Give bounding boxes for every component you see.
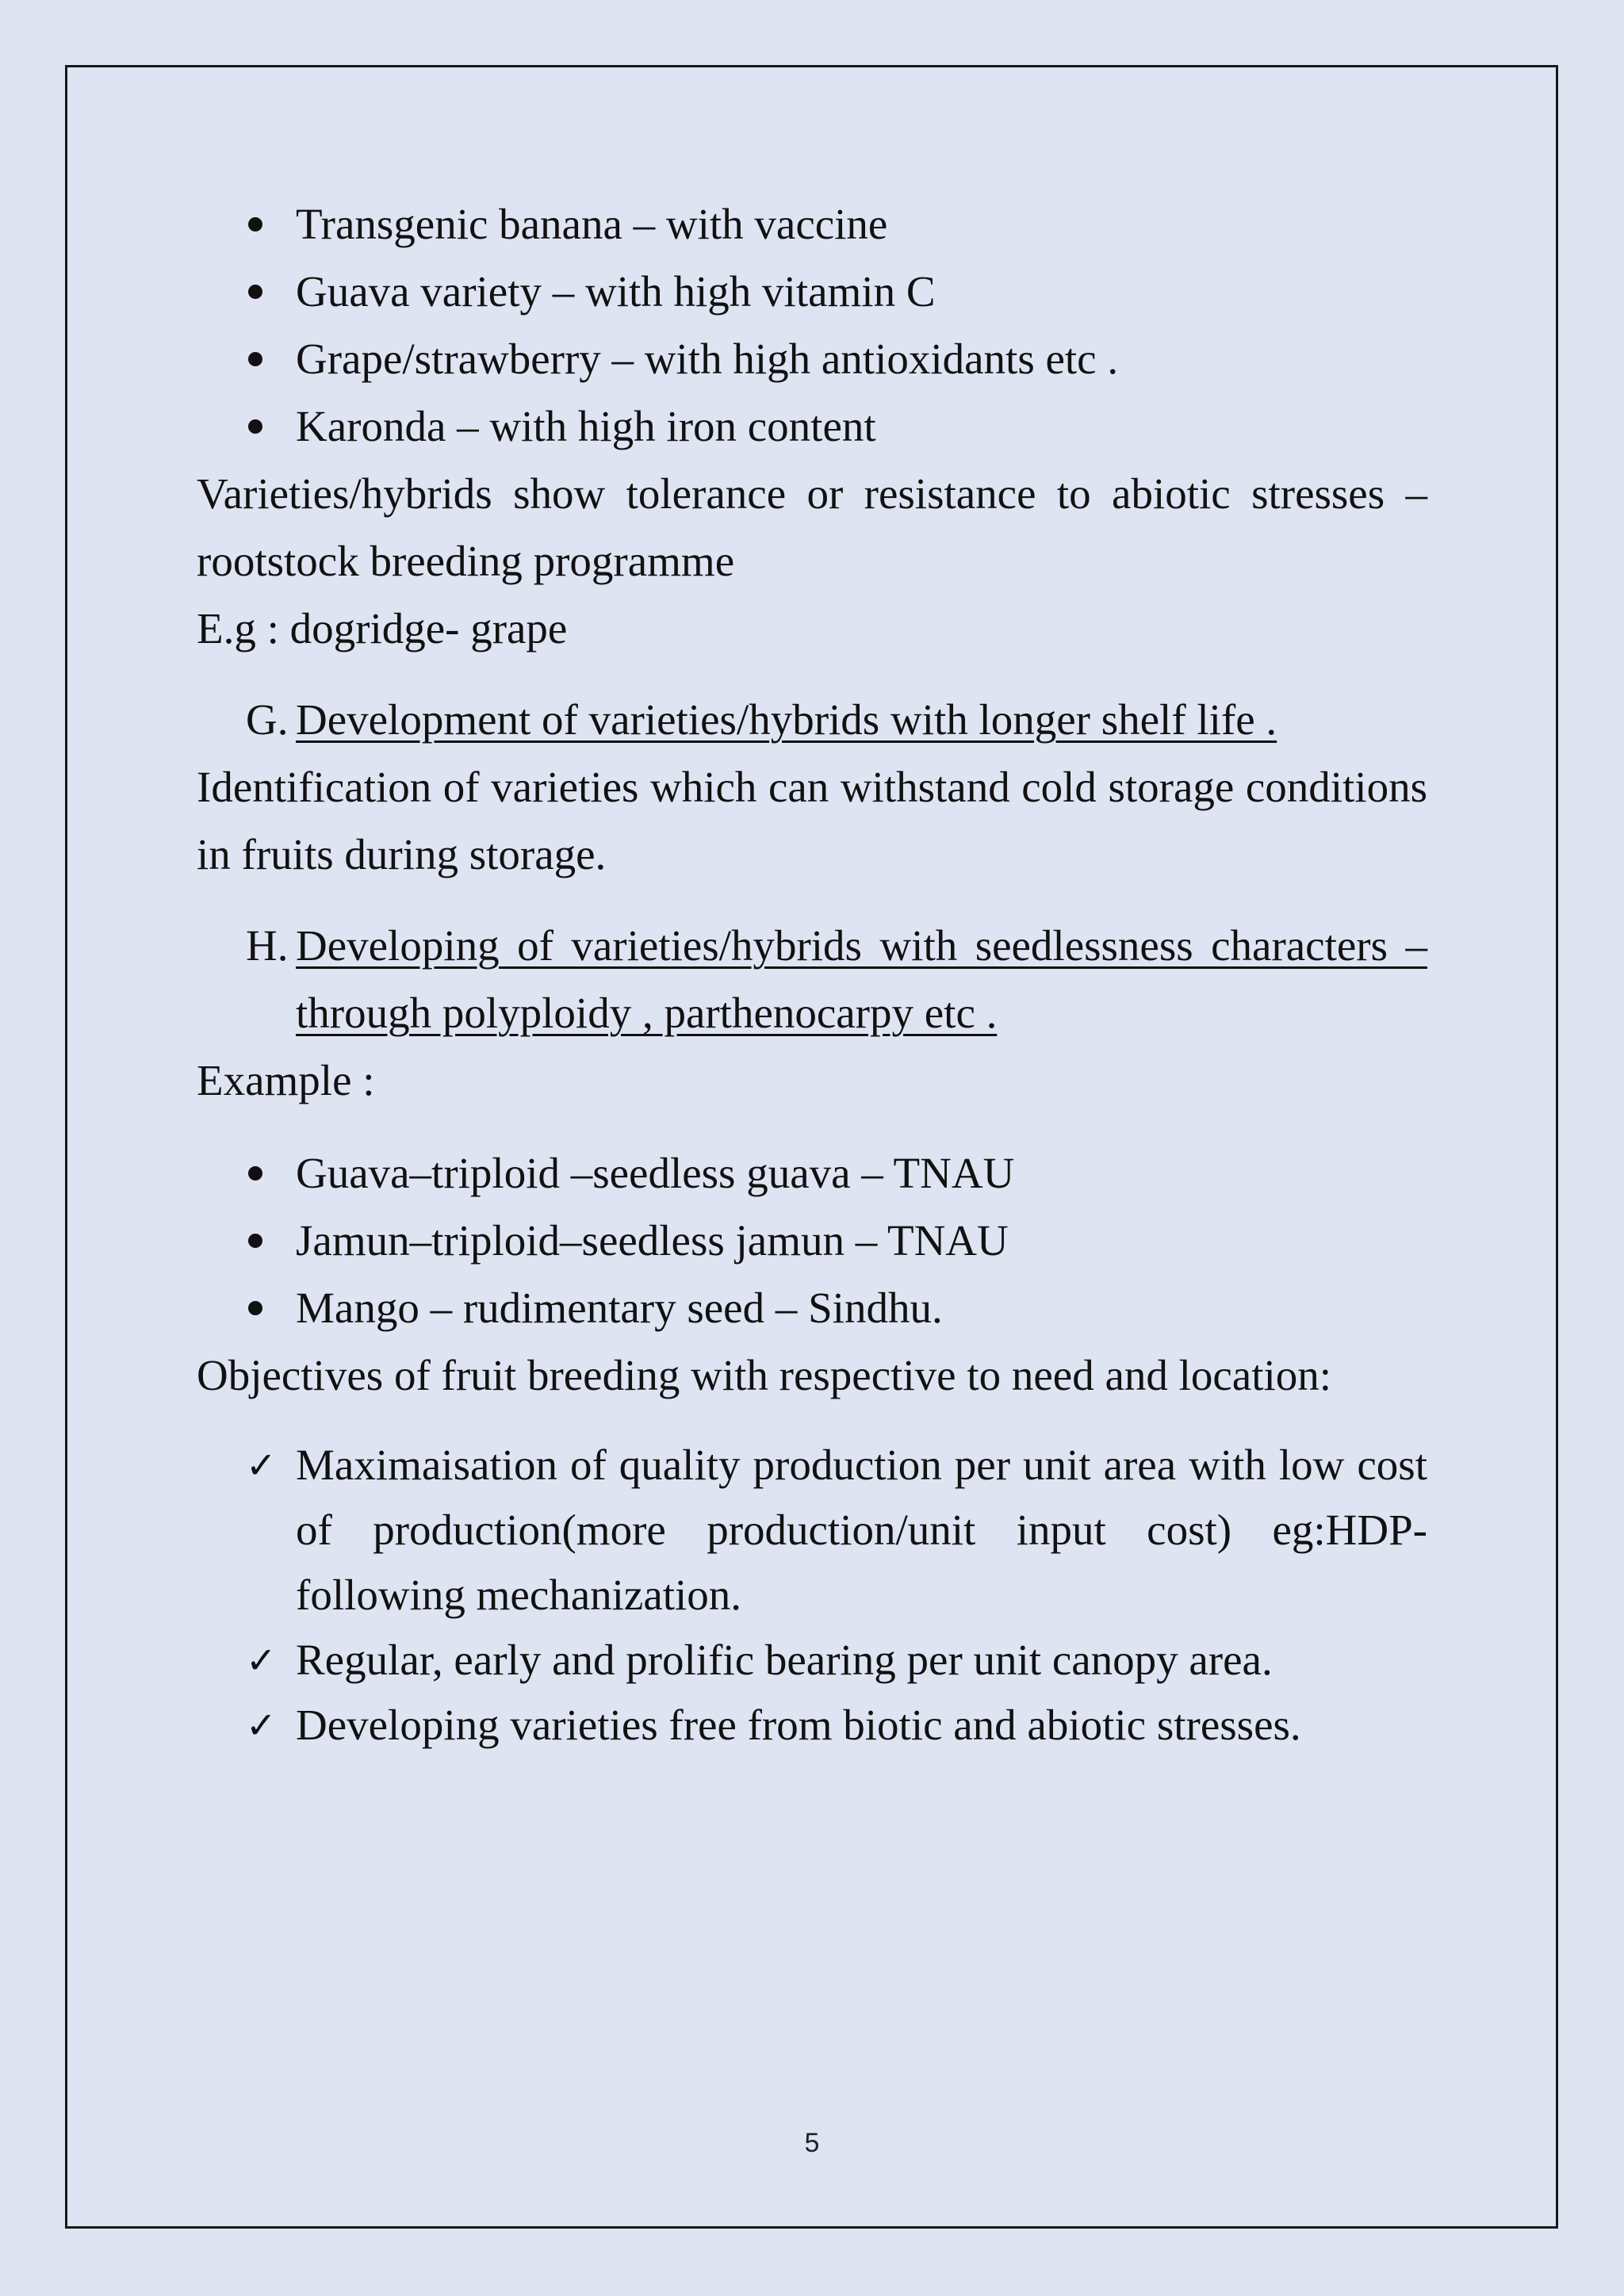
paragraph-example-dogridge: E.g : dogridge- grape (197, 604, 568, 652)
list-item: Karonda – with high iron content (197, 392, 1427, 460)
checklist-item-text: Maximaisation of quality production per unit area with low cost of production(more production/unit input cost) eg:HDP-following mechanization. (296, 1441, 1427, 1619)
list-item: Guava–triploid –seedless guava – TNAU (197, 1139, 1427, 1207)
checklist-item-text: Developing varieties free from biotic and abiotic stresses. (296, 1701, 1301, 1749)
checklist-item (197, 1433, 1427, 1628)
section-heading-text: Developing of varieties/hybrids with seedlessness characters – through polyploidy , parthenocarpy etc . (296, 921, 1427, 1037)
bullet-list-examples (197, 1139, 1427, 1341)
checkmark-icon: ✓ (246, 1639, 277, 1682)
bullet-list-benefits (197, 190, 1427, 460)
checkmark-icon: ✓ (246, 1444, 277, 1487)
list-item: Guava variety – with high vitamin C (197, 258, 1427, 325)
list-item: Mango – rudimentary seed – Sindhu. (197, 1274, 1427, 1341)
page-number: 5 (804, 2128, 820, 2158)
section-heading-text: Development of varieties/hybrids with longer shelf life . (296, 695, 1277, 744)
section-heading-h (197, 912, 1427, 1047)
checklist-item (197, 1693, 1427, 1758)
section-marker: G. (246, 695, 289, 744)
list-item: Grape/strawberry – with high antioxidants etc . (197, 325, 1427, 392)
checklist-item-text: Regular, early and prolific bearing per unit canopy area. (296, 1636, 1273, 1684)
section-heading-g (197, 686, 1427, 753)
paragraph-objectives: Objectives of fruit breeding with respective to need and location: (197, 1351, 1332, 1399)
list-item: Jamun–triploid–seedless jamun – TNAU (197, 1207, 1427, 1274)
checkmark-icon: ✓ (246, 1704, 277, 1747)
paragraph-example-label: Example : (197, 1056, 375, 1104)
list-item: Transgenic banana – with vaccine (197, 190, 1427, 258)
paragraph-identification: Identification of varieties which can withstand cold storage conditions in fruits during storage. (197, 763, 1427, 878)
checklist-item (197, 1628, 1427, 1693)
checklist-objectives (197, 1433, 1427, 1758)
paragraph-abiotic-stress: Varieties/hybrids show tolerance or resistance to abiotic stresses – rootstock breeding programme (197, 469, 1427, 585)
page-content (197, 190, 1427, 1758)
section-marker: H. (246, 921, 289, 970)
